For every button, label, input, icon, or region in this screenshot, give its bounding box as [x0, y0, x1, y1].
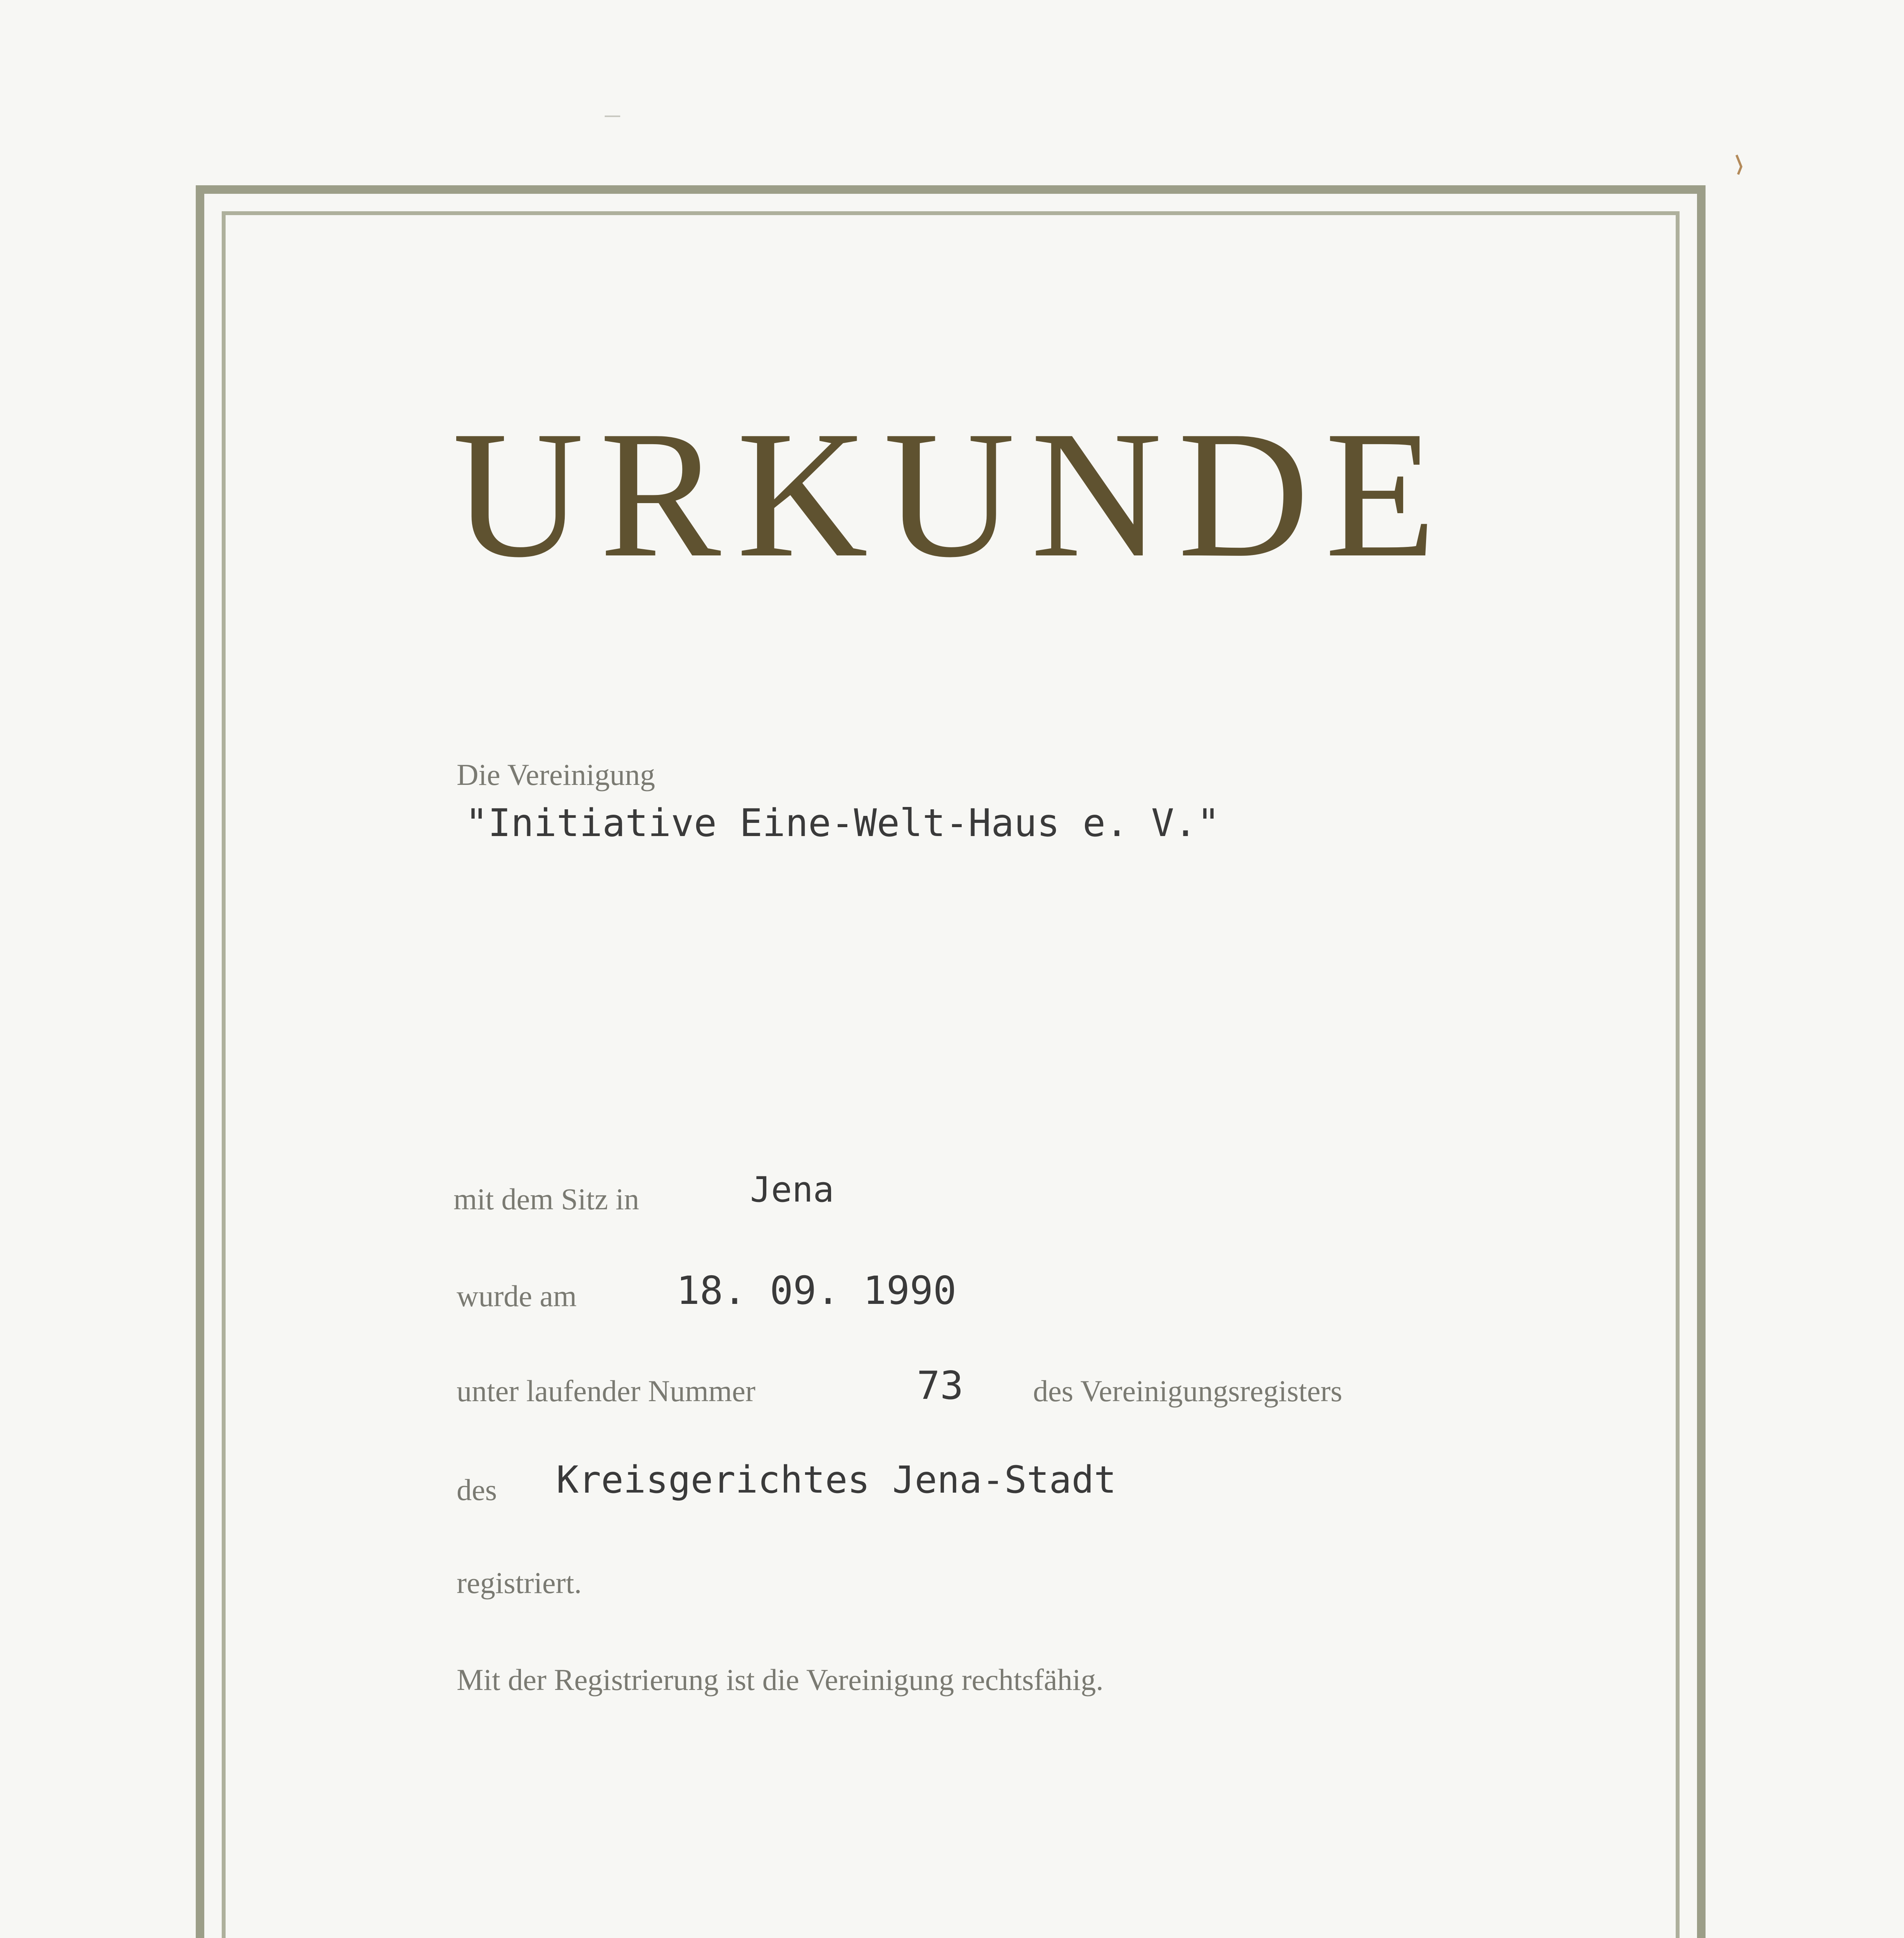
seat-label: mit dem Sitz in	[454, 1182, 639, 1216]
registered-label: registriert.	[457, 1566, 582, 1600]
court-value: Kreisgerichtes Jena-Stadt	[556, 1458, 1116, 1502]
association-name: "Initiative Eine-Welt-Haus e. V."	[465, 801, 1220, 845]
date-label: wurde am	[457, 1279, 577, 1313]
court-prefix: des	[457, 1473, 497, 1507]
document-title: URKUNDE	[452, 393, 1452, 595]
capacity-text: Mit der Registrierung ist die Vereinigung rechtsfähig.	[457, 1663, 1104, 1697]
date-value: 18. 09. 1990	[676, 1268, 957, 1313]
intro-label: Die Vereinigung	[457, 758, 655, 791]
register-label: des Vereinigungsregisters	[1033, 1374, 1342, 1408]
seat-value: Jena	[750, 1169, 834, 1210]
number-label: unter laufender Nummer	[457, 1374, 756, 1408]
number-value: 73	[917, 1363, 964, 1408]
